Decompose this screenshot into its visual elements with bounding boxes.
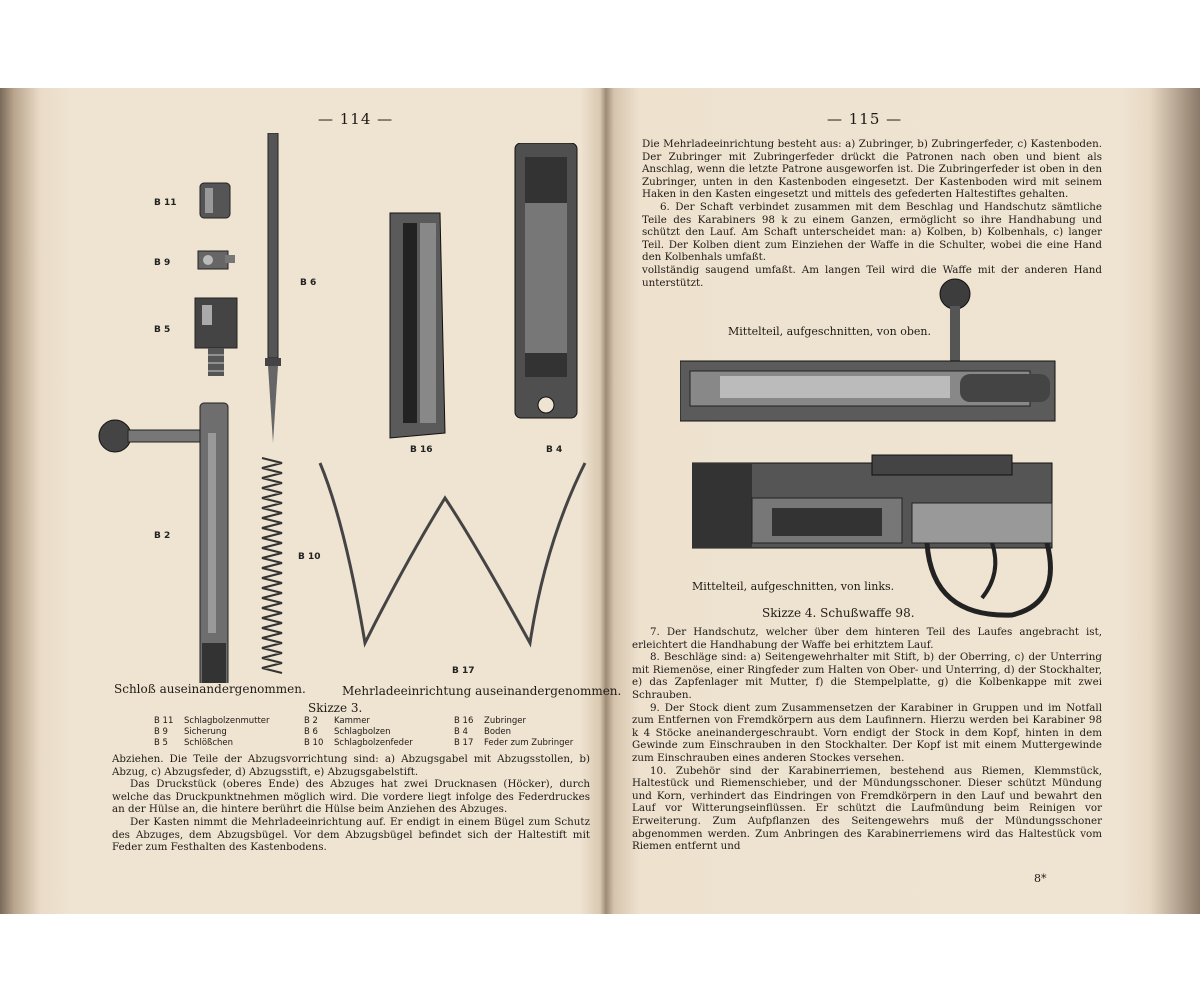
legend-column-3: B 16 Zubringer B 4 Boden B 17 Feder zum Zubringer [454, 716, 574, 748]
paragraph: Der Kasten nimmt die Mehrladeeinrichtung auf. Er endigt in einem Bügel zum Schutz des Abzuges, dem Abzugsbügel. Vor dem Abzugsbügel befindet sich der Haltestift mit Feder zum Festhalten des Kastenbodens. [112, 815, 590, 854]
firing-pin-nut-drawing [200, 183, 230, 218]
label-b4: B 4 [546, 445, 563, 455]
label-b17: B 17 [452, 666, 475, 676]
label-b6: B 6 [300, 278, 317, 288]
open-book [0, 88, 1200, 914]
paragraph: 9. Der Stock dient zum Zusammensetzen der Karabiner in Gruppen und im Notfall zum Entfernen von Fremdkörpern aus dem Laufinnern. Hierzu werden bei Karabiner 98 k 4 Stöcke aneinandergeschraubt. Vorn endigt der Stock in dem Kopf, hinten in dem Gewinde zum Einschrauben in den Stockhalter. Der Kopf ist mit einem Muttergewinde zum Einschrauben eines anderen Stockes versehen. [632, 701, 1102, 764]
caption-magazine-disassembled: Mehrladeeinrichtung auseinandergenommen. [342, 684, 622, 698]
signature-mark: 8* [1034, 872, 1047, 885]
left-body-text [112, 753, 590, 854]
bolt-body-drawing [99, 403, 228, 683]
floor-plate-drawing [515, 143, 577, 418]
paragraph: 8. Beschläge sind: a) Seitengewehrhalter mit Stift, b) der Oberring, c) der Unterring mit Riemenöse, einer Ringfeder zum Halten von Ober- und Unterring, d) der Stockhalter, e) das Zapfenlager mit Mutter, f) die Stempelplatte, g) die Kolbenkappe mit zwei Schrauben. [632, 651, 1102, 701]
right-body-text [632, 626, 1102, 853]
label-b11: B 11 [154, 198, 177, 208]
label-b10: B 10 [298, 552, 321, 562]
label-b2: B 2 [154, 531, 171, 541]
figure-title: Skizze 3. [308, 701, 363, 715]
legend-column-2: B 2 Kammer B 6 Schlagbolzen B 10 Schlagbolzenfeder [304, 716, 413, 748]
magazine-parts-illustration [315, 143, 595, 663]
figure-label-side-view: Mittelteil, aufgeschnitten, von links. [692, 580, 895, 593]
receiver-top-cutaway-illustration [680, 276, 1070, 436]
left-page [70, 88, 622, 914]
safety-drawing [198, 251, 235, 269]
parts-legend [154, 716, 594, 749]
right-page [612, 88, 1112, 914]
figure-title: Skizze 4. Schußwaffe 98. [762, 606, 915, 620]
figure-label-top-view: Mittelteil, aufgeschnitten, von oben. [728, 325, 931, 338]
paragraph: 6. Der Schaft verbindet zusammen mit dem Beschlag und Handschutz sämtliche Teile des Karabiners 98 k zu einem Ganzen, ermöglicht so ihre Handhabung und schützt den Lauf. Am Schaft unterscheidet man: a) Kolben, b) Kolbenhals, c) langer Teil. Der Kolben dient zum Einziehen der Waffe in die Schulter, wobei die eine Hand den Kolbenhals umfaßt. [642, 200, 1102, 264]
legend-column-1: B 11 Schlagbolzenmutter B 9 Sicherung B 5 Schlößchen [154, 716, 270, 748]
bolt-parts-illustration [90, 133, 290, 683]
paragraph: vollständig saugend umfaßt. Am langen Teil wird die Waffe mit der anderen Hand unterstützt. [642, 263, 1102, 289]
paragraph: Abziehen. Die Teile der Abzugsvorrichtung sind: a) Abzugsgabel mit Abzugsstollen, b) Abzug, c) Abzugsfeder, d) Abzugsstift, e) Abzugsgabelstift. [112, 753, 590, 778]
page-number: — 114 — [318, 110, 394, 128]
cocking-piece-drawing [195, 298, 237, 376]
paragraph: 7. Der Handschutz, welcher über dem hinteren Teil des Laufes angebracht ist, erleichtert die Handhabung der Waffe bei erhitztem Lauf. [632, 626, 1102, 651]
page-number: — 115 — [827, 110, 903, 128]
mainspring-drawing [262, 458, 282, 673]
paragraph: Das Druckstück (oberes Ende) des Abzuges hat zwei Drucknasen (Höcker), durch welche das Druckpunktnehmen möglich wird. Die vordere liegt infolge des Federdruckes an der Hülse an, die hintere berührt die Hülse beim Anziehen des Abzuges. [112, 778, 590, 816]
right-top-text [642, 138, 1102, 289]
caption-bolt-disassembled: Schloß auseinandergenommen. [114, 682, 306, 696]
receiver-side-cutaway-illustration [692, 443, 1072, 623]
firing-pin-drawing [265, 133, 281, 443]
paragraph: Die Mehrladeeinrichtung besteht aus: a) Zubringer, b) Zubringerfeder, c) Kastenboden. Der Zubringer mit Zubringerfeder drückt die Patronen nach oben und bient als Anschlag, wenn die letzte Patrone ausgeworfen ist. Die Zubringerfeder ist oben in den Zubringer, unten in den Kastenboden eingesetzt. Der Kastenboden wird mit seinem Haken in den Kasten eingesetzt und mittels des gefederten Haltestiftes gehalten. [642, 138, 1102, 201]
label-b5: B 5 [154, 325, 171, 335]
paragraph: 10. Zubehör sind der Karabinerriemen, bestehend aus Riemen, Klemmstück, Haltestück und Riemenschieber, und der Mündungsschoner. Dieser schützt Mündung und Korn, verhindert das Eindringen von Fremdkörpern in den Lauf und bewahrt den Lauf vor Witterungseinflüssen. Er schützt die Laufmündung beim Reinigen vor Erweiterung. Zum Aufpflanzen des Seitengewehrs muß der Mündungsschoner abgenommen werden. Zum Anbringen des Karabinerriemens wird das Haltestück vom Riemen entfernt und [632, 764, 1102, 853]
follower-drawing [390, 213, 445, 438]
label-b9: B 9 [154, 258, 171, 268]
follower-spring-drawing [320, 463, 585, 643]
label-b16: B 16 [410, 445, 433, 455]
